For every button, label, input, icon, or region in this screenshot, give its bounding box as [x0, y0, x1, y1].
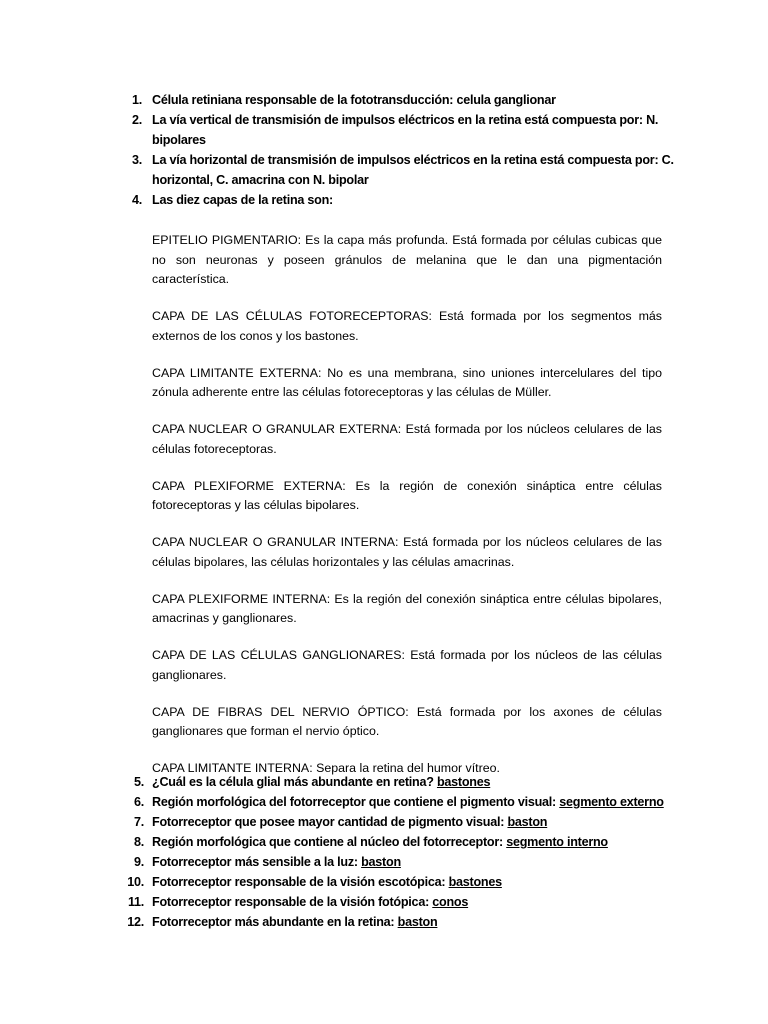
question-number: 5. [133, 775, 144, 789]
layer-paragraph: CAPA NUCLEAR O GRANULAR INTERNA: Está formada por los núcleos celulares de las células bipolares, las células horizontales y las células amacrinas. [152, 535, 662, 569]
layer-paragraph: CAPA PLEXIFORME EXTERNA: Es la región de conexión sináptica entre células fotoreceptoras y las células bipolares. [152, 478, 662, 512]
question-item [118, 150, 678, 190]
question-number: 8. [133, 835, 144, 849]
question-answer: conos [432, 895, 469, 909]
retina-layers-section [152, 231, 662, 779]
question-item [118, 832, 678, 852]
question-item [118, 90, 678, 110]
question-text: Región morfológica del fotorreceptor que contiene el pigmento visual: [152, 795, 560, 809]
question-item [118, 190, 678, 210]
layer-paragraph: CAPA LIMITANTE INTERNA: Separa la retina del humor vítreo. [152, 761, 500, 775]
question-item [118, 912, 678, 932]
question-item [118, 812, 678, 832]
question-answer: bastones [448, 875, 502, 889]
question-answer: baston [397, 915, 438, 929]
question-item [118, 792, 678, 812]
question-number: 6. [133, 795, 144, 809]
question-number: 11. [127, 895, 144, 909]
layer-paragraph: CAPA NUCLEAR O GRANULAR EXTERNA: Está formada por los núcleos celulares de las células fotoreceptoras. [152, 422, 662, 456]
question-item [118, 110, 678, 150]
question-text: Fotorreceptor responsable de la visión fotópica: [152, 895, 433, 909]
question-answer: segmento externo [559, 795, 664, 809]
question-number: 1. [131, 93, 142, 107]
question-answer: bastones [436, 775, 491, 789]
question-answer: baston [507, 815, 548, 829]
question-text: Fotorreceptor responsable de la visión escotópica: [152, 875, 449, 889]
question-text: Fotorreceptor más abundante en la retina: [152, 915, 398, 929]
question-number: 4. [131, 193, 142, 207]
question-text: Fotorreceptor más sensible a la luz: [152, 855, 362, 869]
question-item [118, 872, 678, 892]
layer-paragraph: EPITELIO PIGMENTARIO: Es la capa más profunda. Está formada por células cubicas que no son neuronas y poseen gránulos de melanina que le dan una pigmentación característica. [152, 233, 662, 286]
question-text: La vía horizontal de transmisión de impulsos eléctricos en la retina está compuesta por: C. horizontal, C. amacrina con N. bipolar [152, 153, 674, 187]
question-list-bottom [118, 772, 678, 932]
question-text: ¿Cuál es la célula glial más abundante en retina? [152, 775, 437, 789]
question-number: 12. [127, 915, 144, 929]
question-text: Región morfológica que contiene al núcleo del fotorreceptor: [152, 835, 507, 849]
layer-paragraph: CAPA DE LAS CÉLULAS GANGLIONARES: Está formada por los núcleos de las células ganglionares. [152, 648, 662, 682]
question-text: Las diez capas de la retina son: [152, 193, 333, 207]
layer-paragraph: CAPA LIMITANTE EXTERNA: No es una membrana, sino uniones intercelulares del tipo zónula adherente entre las células fotoreceptoras y las células de Müller. [152, 365, 662, 399]
question-number: 10. [127, 875, 144, 889]
layer-paragraph: CAPA DE LAS CÉLULAS FOTORECEPTORAS: Está formada por los segmentos más externos de los conos y los bastones. [152, 309, 662, 343]
question-answer: baston [361, 855, 401, 869]
question-item [118, 772, 678, 792]
question-item [118, 852, 678, 872]
question-answer: segmento interno [506, 835, 608, 849]
question-number: 7. [133, 815, 144, 829]
question-text: Célula retiniana responsable de la fototransducción: celula ganglionar [152, 93, 556, 107]
layer-paragraph: CAPA PLEXIFORME INTERNA: Es la región del conexión sináptica entre células bipolares, amacrinas y ganglionares. [152, 591, 662, 625]
question-number: 9. [133, 855, 144, 869]
question-number: 3. [131, 153, 142, 167]
question-number: 2. [131, 113, 142, 127]
layer-paragraph: CAPA DE FIBRAS DEL NERVIO ÓPTICO: Está formada por los axones de células ganglionares que forman el nervio óptico. [152, 704, 662, 738]
question-text: Fotorreceptor que posee mayor cantidad de pigmento visual: [152, 815, 508, 829]
question-list-top [118, 90, 678, 210]
question-text: La vía vertical de transmisión de impulsos eléctricos en la retina está compuesta por: N. bipolares [152, 113, 659, 147]
question-item [118, 892, 678, 912]
